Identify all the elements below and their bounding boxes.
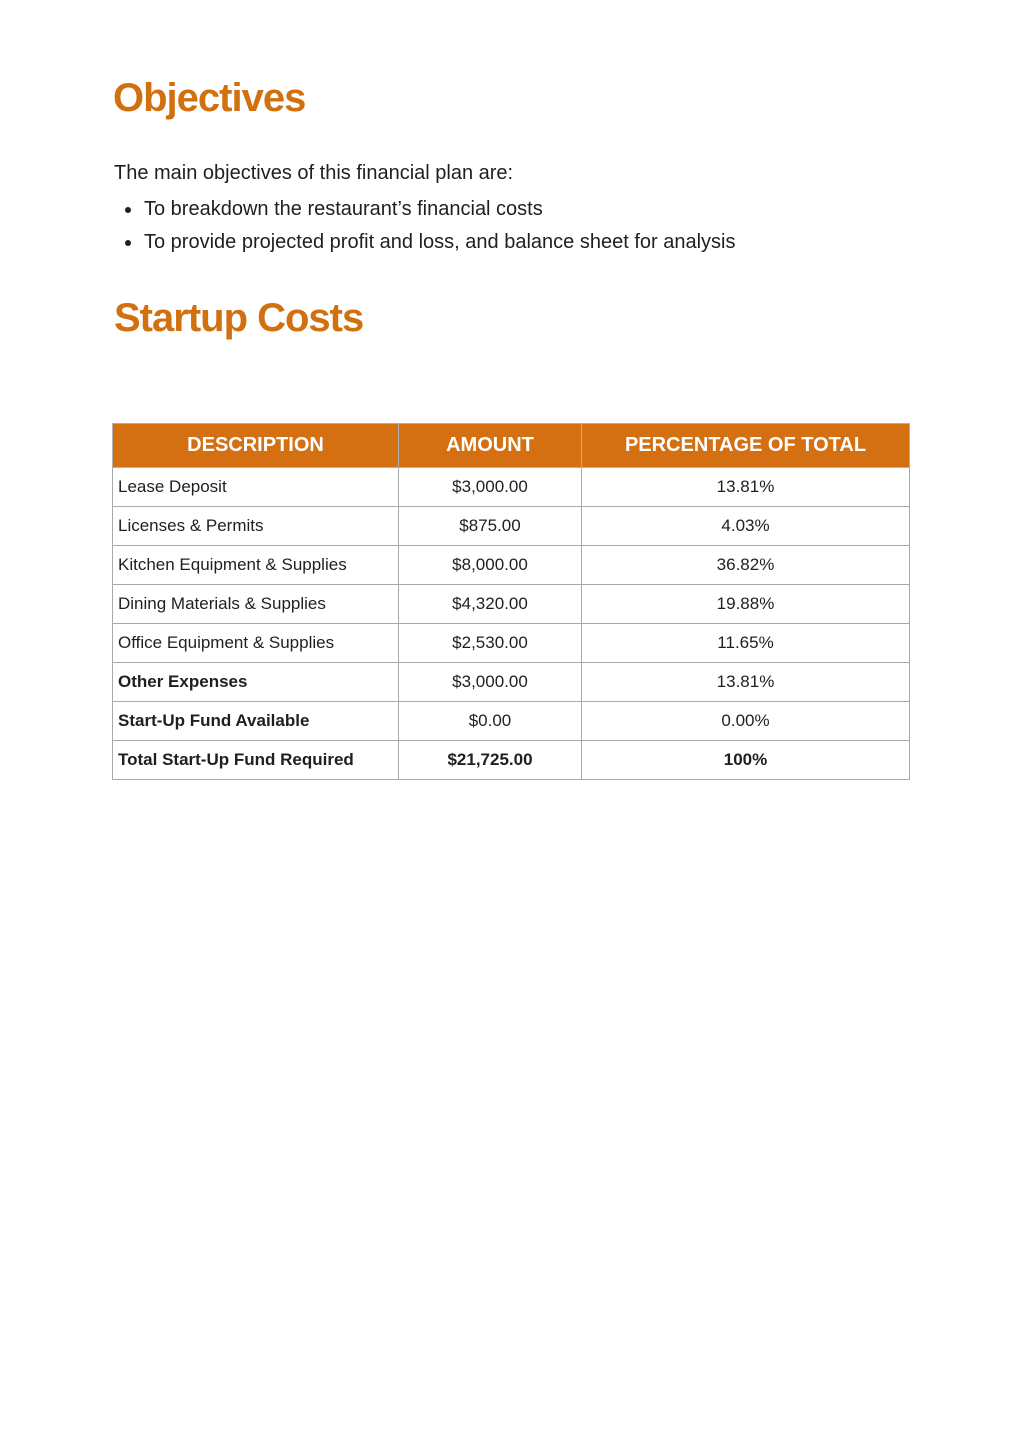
column-header-description: DESCRIPTION xyxy=(113,424,399,468)
total-percentage: 100% xyxy=(582,741,910,780)
table-header-row xyxy=(113,424,910,468)
row-description: Lease Deposit xyxy=(113,468,399,507)
row-description: Kitchen Equipment & Supplies xyxy=(113,546,399,585)
table-row xyxy=(113,663,910,702)
row-description: Office Equipment & Supplies xyxy=(113,624,399,663)
row-amount: $3,000.00 xyxy=(399,468,582,507)
row-amount: $4,320.00 xyxy=(399,585,582,624)
row-amount: $8,000.00 xyxy=(399,546,582,585)
objectives-heading: Objectives xyxy=(113,76,306,120)
row-amount: $2,530.00 xyxy=(399,624,582,663)
row-percentage: 19.88% xyxy=(582,585,910,624)
list-item-text: To provide projected profit and loss, and balance sheet for analysis xyxy=(144,231,736,253)
table-row xyxy=(113,468,910,507)
row-percentage: 36.82% xyxy=(582,546,910,585)
bullet-icon xyxy=(125,240,131,246)
list-item-text: To breakdown the restaurant’s financial costs xyxy=(144,198,543,220)
table-row xyxy=(113,585,910,624)
row-amount: $0.00 xyxy=(399,702,582,741)
column-header-amount: AMOUNT xyxy=(399,424,582,468)
row-percentage: 11.65% xyxy=(582,624,910,663)
row-description: Start-Up Fund Available xyxy=(113,702,399,741)
bullet-icon xyxy=(125,207,131,213)
table-row xyxy=(113,624,910,663)
row-percentage: 0.00% xyxy=(582,702,910,741)
objectives-list xyxy=(114,193,735,259)
total-description: Total Start-Up Fund Required xyxy=(113,741,399,780)
row-percentage: 4.03% xyxy=(582,507,910,546)
row-description: Licenses & Permits xyxy=(113,507,399,546)
row-description: Dining Materials & Supplies xyxy=(113,585,399,624)
table-total-row xyxy=(113,741,910,780)
row-description: Other Expenses xyxy=(113,663,399,702)
total-amount: $21,725.00 xyxy=(399,741,582,780)
table-row xyxy=(113,546,910,585)
row-percentage: 13.81% xyxy=(582,663,910,702)
list-item xyxy=(114,226,735,259)
startup-costs-table xyxy=(112,423,910,780)
row-amount: $3,000.00 xyxy=(399,663,582,702)
row-amount: $875.00 xyxy=(399,507,582,546)
row-percentage: 13.81% xyxy=(582,468,910,507)
startup-costs-heading: Startup Costs xyxy=(114,296,364,340)
table-row xyxy=(113,702,910,741)
list-item xyxy=(114,193,735,226)
table-row xyxy=(113,507,910,546)
objectives-intro: The main objectives of this financial plan are: xyxy=(114,162,514,184)
column-header-percentage: PERCENTAGE OF TOTAL xyxy=(582,424,910,468)
